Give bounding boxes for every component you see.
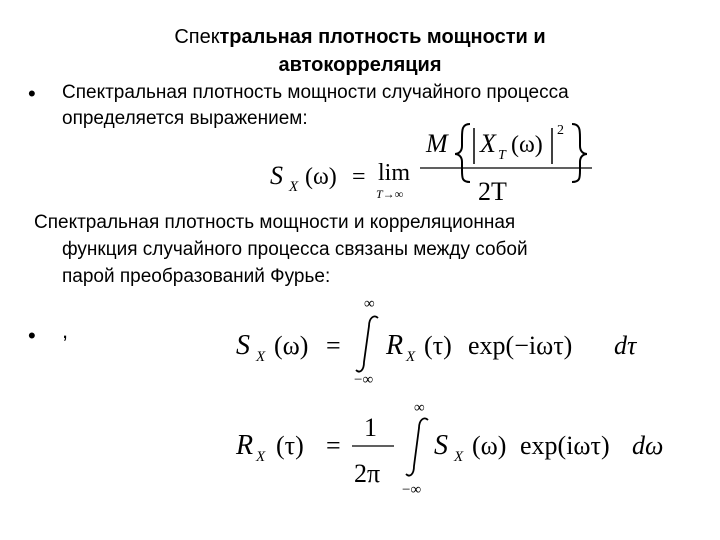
f2-R-arg: (τ) bbox=[424, 331, 452, 360]
f3-S-sub: X bbox=[454, 449, 464, 465]
formula-2 bbox=[236, 296, 638, 388]
f1-num-arg: (ω) bbox=[511, 132, 543, 158]
f1-eq: = bbox=[352, 164, 366, 190]
f3-d: dω bbox=[632, 431, 664, 460]
f3-S-arg: (ω) bbox=[472, 431, 507, 460]
title-part1: Спек bbox=[174, 26, 220, 48]
f1-pow: 2 bbox=[557, 123, 564, 138]
f1-lim: lim bbox=[378, 160, 411, 186]
formula-3 bbox=[235, 400, 663, 498]
f3-eq: = bbox=[326, 431, 341, 460]
relation-line3: парой преобразований Фурье: bbox=[62, 266, 331, 287]
formula-1 bbox=[270, 123, 592, 206]
f3-R-sub: X bbox=[256, 449, 266, 465]
f1-M: M bbox=[426, 129, 448, 158]
f1-left-brace bbox=[455, 124, 470, 182]
intro-line2: определяется выражением: bbox=[62, 108, 308, 129]
relation-line2: функция случайного процесса связаны между собой bbox=[62, 239, 528, 260]
f2-S-sub: X bbox=[256, 349, 266, 365]
f1-X-sub: T bbox=[498, 148, 506, 163]
f3-exp: exp(iωτ) bbox=[520, 431, 610, 460]
f1-S: S bbox=[270, 161, 283, 190]
bullet-1: • bbox=[28, 81, 36, 106]
f1-X: X bbox=[480, 129, 496, 158]
f2-R-sub: X bbox=[406, 349, 416, 365]
f3-den: 2π bbox=[354, 459, 381, 488]
f3-integral bbox=[406, 418, 428, 475]
relation-line1: Спектральная плотность мощности и корреляционная bbox=[34, 212, 516, 233]
f1-lim-sub: T→∞ bbox=[376, 187, 404, 201]
f2-lower: −∞ bbox=[354, 372, 374, 388]
bullet-2: • bbox=[28, 323, 36, 348]
f3-upper: ∞ bbox=[414, 400, 425, 416]
f2-exp: exp(−iωτ) bbox=[468, 331, 573, 360]
f2-eq: = bbox=[326, 331, 341, 360]
slide-title-line2: автокорреляция bbox=[278, 54, 442, 76]
f3-S: S bbox=[434, 430, 448, 461]
f2-arg: (ω) bbox=[274, 331, 309, 360]
f2-S: S bbox=[236, 330, 250, 361]
f3-lower: −∞ bbox=[402, 482, 422, 498]
f1-S-sub: X bbox=[289, 179, 299, 195]
f2-d: dτ bbox=[614, 331, 637, 360]
f2-R: R bbox=[386, 330, 404, 361]
f3-num: 1 bbox=[364, 413, 377, 442]
f1-den: 2T bbox=[478, 177, 507, 206]
comma-item: , bbox=[62, 318, 69, 343]
f3-R: R bbox=[236, 430, 254, 461]
f2-integral bbox=[356, 316, 378, 371]
intro-line1: Спектральная плотность мощности случайного процесса bbox=[62, 82, 569, 103]
f1-right-brace bbox=[572, 124, 587, 182]
title-part2: тральная плотность мощности и bbox=[219, 26, 546, 48]
f3-arg: (τ) bbox=[276, 431, 304, 460]
f2-upper: ∞ bbox=[364, 296, 375, 312]
f1-arg: (ω) bbox=[305, 164, 337, 190]
